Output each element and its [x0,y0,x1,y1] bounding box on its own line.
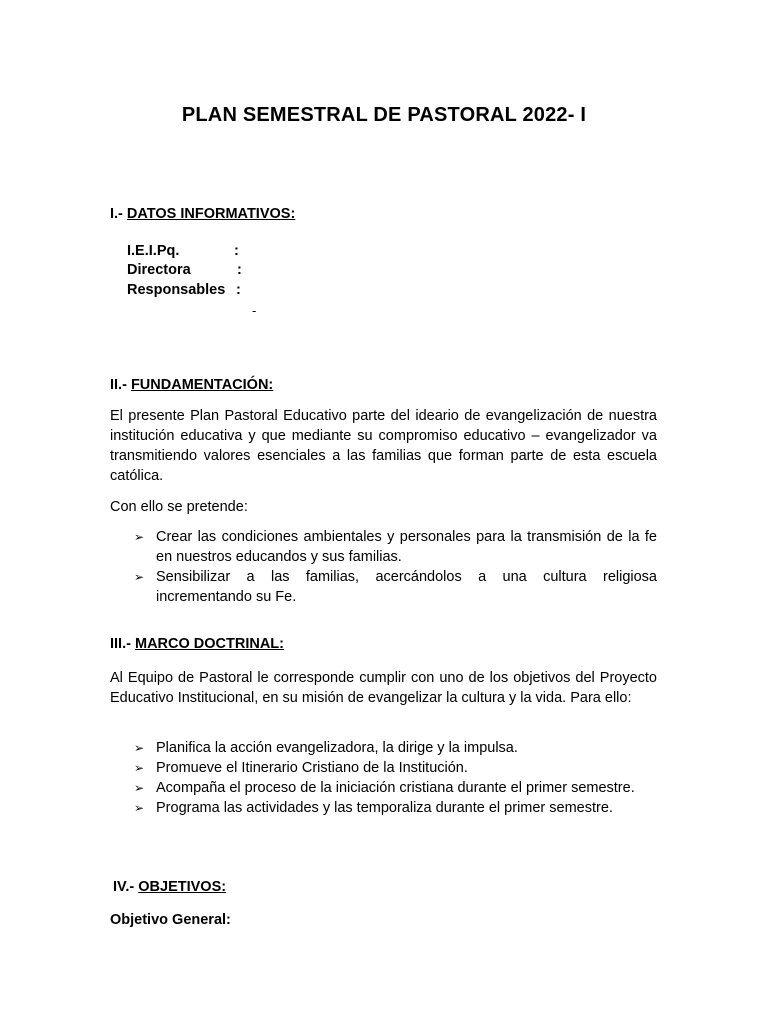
info-separator: : [234,243,239,259]
arrow-bullet-icon: ➢ [134,781,145,795]
list-item: ➢ Acompaña el proceso de la iniciación cristiana durante el primer semestre. [134,780,635,796]
info-separator: : [237,262,242,278]
objetivo-general-heading: Objetivo General: [110,912,231,928]
info-row-directora [127,262,242,278]
section-heading: DATOS INFORMATIVOS: [126,206,296,222]
info-label: Responsables [127,282,226,298]
arrow-bullet-icon: ➢ [134,570,145,584]
info-label: I.E.I.Pq. [127,243,180,259]
info-row-responsables [127,282,241,298]
marco-paragraph: Al Equipo de Pastoral le corresponde cumplir con uno de los objetivos del Proyecto Educativo Institucional, en su misión de evangelizar la cultura y la vida. Para ello: [110,670,657,706]
section-objetivos [113,879,226,895]
section-fundamentacion [110,377,273,393]
section-heading: FUNDAMENTACIÓN: [130,377,274,393]
section-number: II.- [110,377,131,393]
list-item: ➢ Crear las condiciones ambientales y personales para la transmisión de la fe en nuestros educandos y sus familias. [134,529,657,565]
section-heading: MARCO DOCTRINAL: [134,636,284,652]
section-number: III.- [110,636,135,652]
section-datos-informativos [110,206,295,222]
list-item: ➢ Planifica la acción evangelizadora, la dirige y la impulsa. [134,740,518,756]
dash-mark: - [252,303,257,318]
list-item: ➢ Promueve el Itinerario Cristiano de la Institución. [134,760,468,776]
info-row-iei [127,243,239,259]
section-number: I.- [110,206,127,222]
section-number: IV.- [113,879,139,895]
document-title: PLAN SEMESTRAL DE PASTORAL 2022- I [181,104,587,126]
arrow-bullet-icon: ➢ [134,741,145,755]
arrow-bullet-icon: ➢ [134,801,145,815]
list-item: ➢ Programa las actividades y las temporaliza durante el primer semestre. [134,800,613,816]
fundamentacion-list [134,527,657,607]
section-heading: OBJETIVOS [138,879,222,895]
fundamentacion-intro: Con ello se pretende: [110,499,248,515]
info-separator: : [236,282,241,298]
section-marco-doctrinal [110,636,284,652]
section-colon: : [221,879,227,895]
info-label: Directora [127,262,191,278]
fundamentacion-paragraph: El presente Plan Pastoral Educativo parte del ideario de evangelización de nuestra institución educativa y que mediante su compromiso educativo – evangelizador va transmitiendo valores esenciales a las familias que forman parte de esta escuela católica. [110,408,657,484]
marco-list [134,738,657,818]
arrow-bullet-icon: ➢ [134,761,145,775]
arrow-bullet-icon: ➢ [134,530,145,544]
list-item: ➢ Sensibilizar a las familias, acercándolos a una cultura religiosa incrementando su Fe. [134,569,657,605]
